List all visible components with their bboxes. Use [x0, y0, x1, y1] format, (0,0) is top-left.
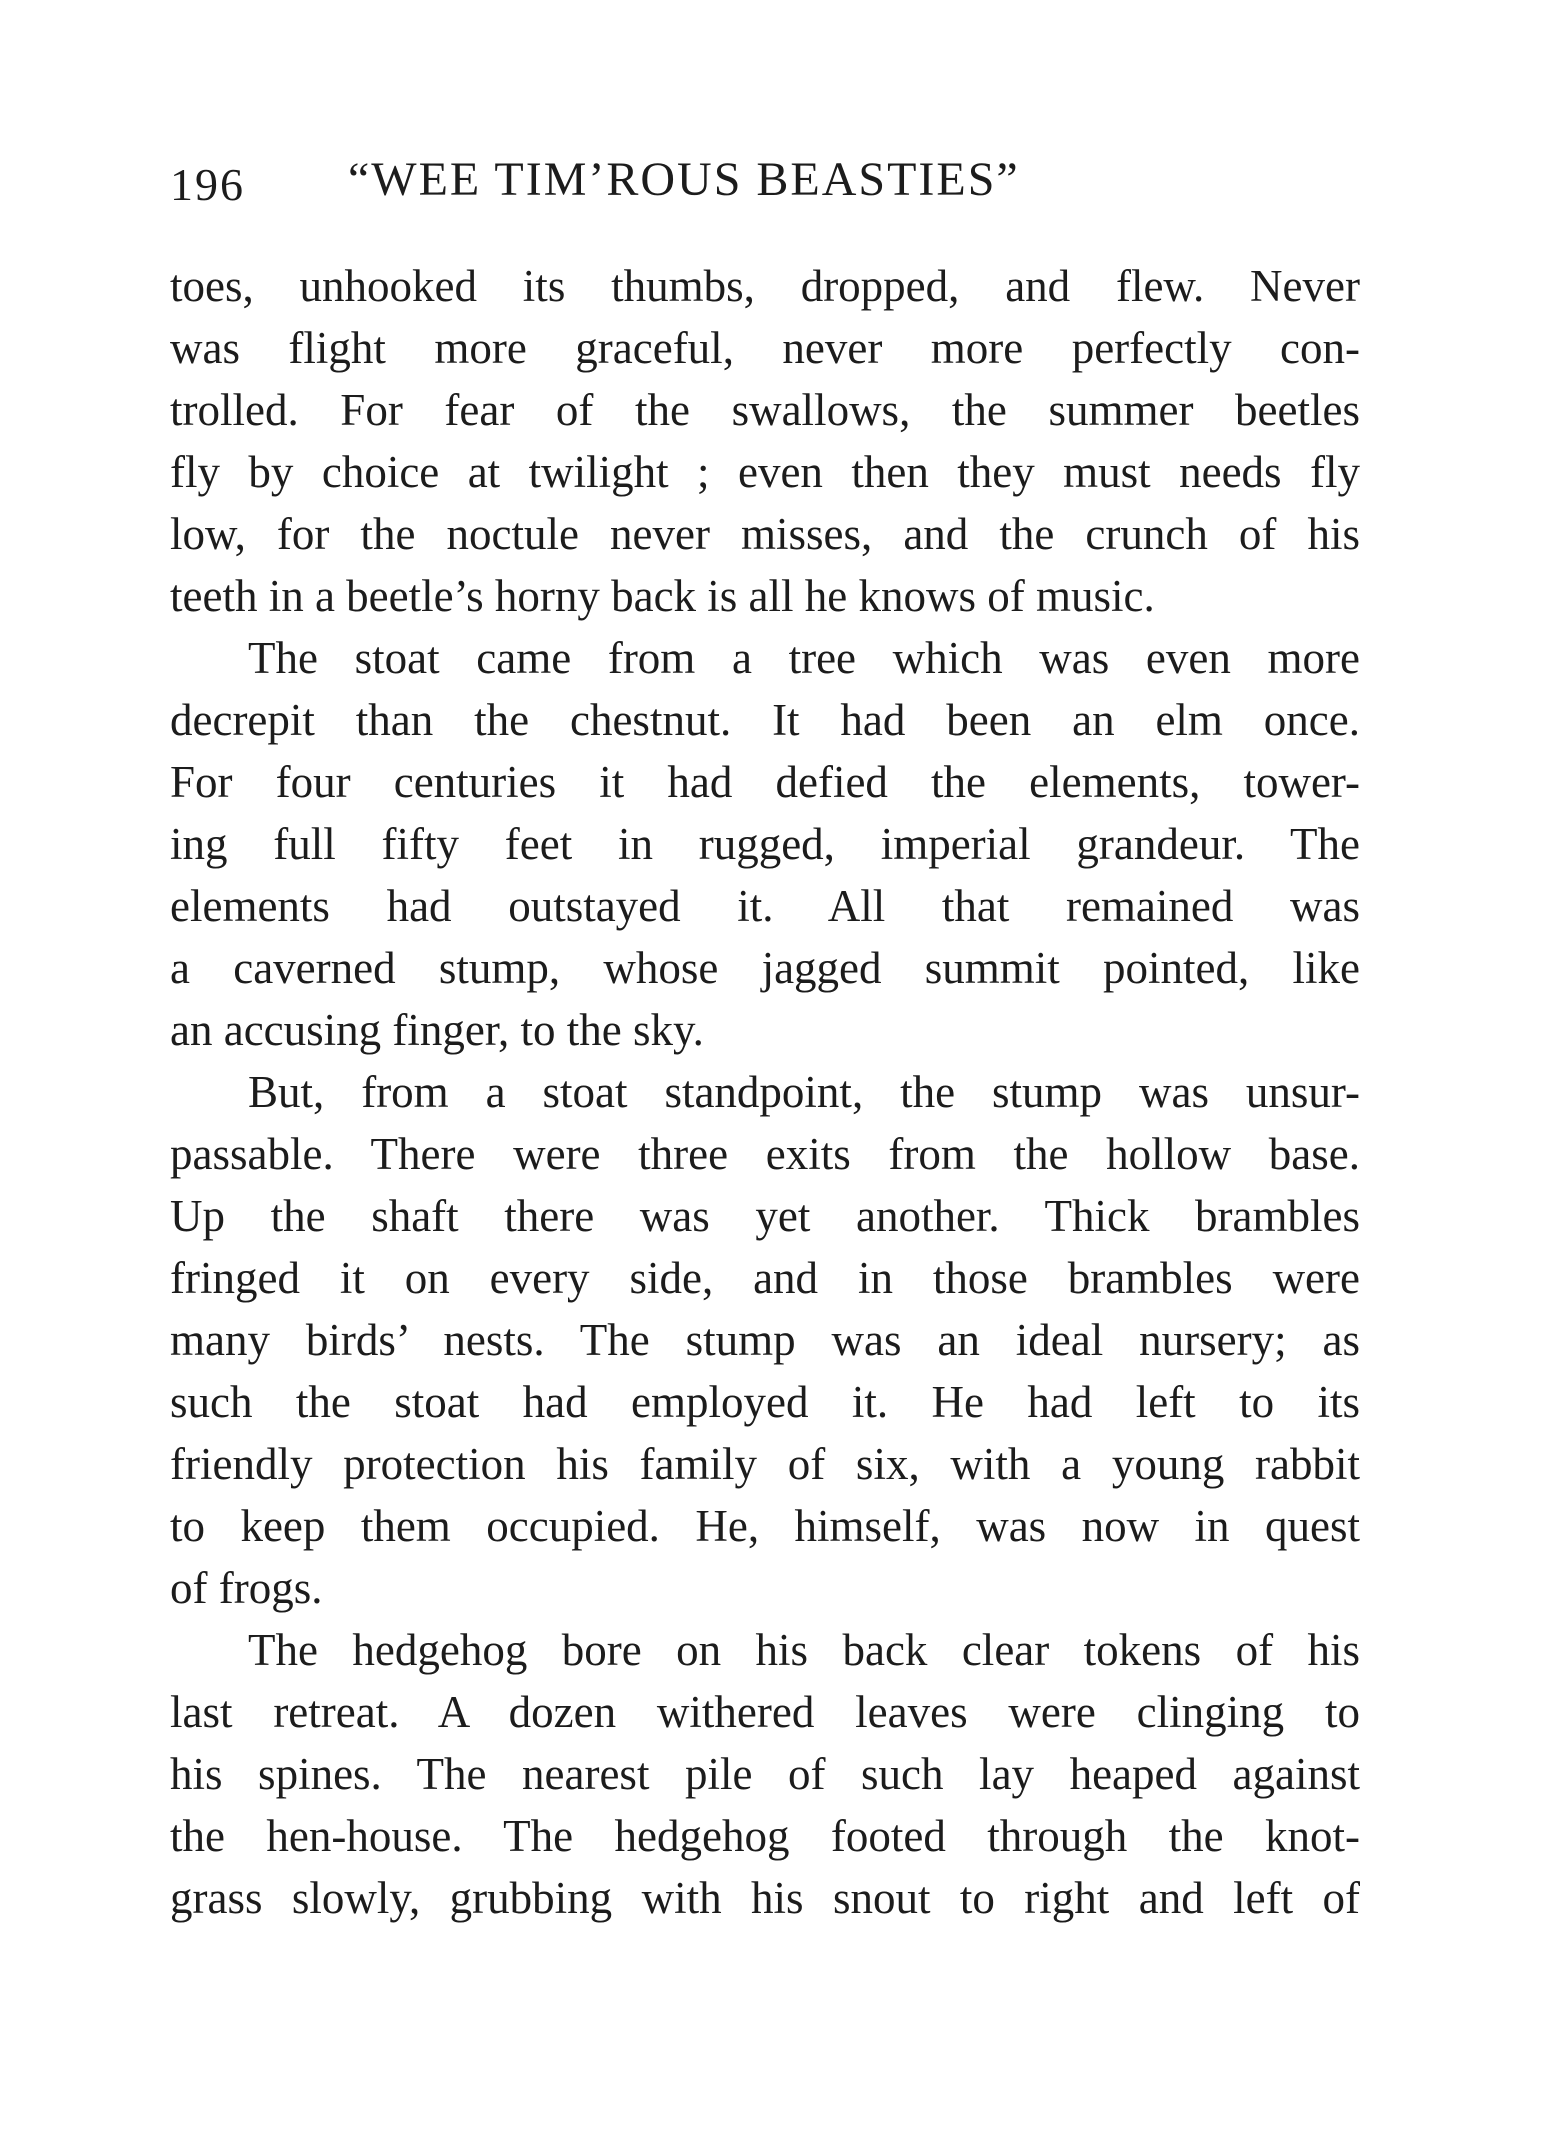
text-line: grass slowly, grubbing with his snout to right and left of [170, 1873, 1360, 1923]
text-line: such the stoat had employed it. He had left to its [170, 1377, 1360, 1427]
text-line: decrepit than the chestnut. It had been an elm once. [170, 695, 1360, 745]
text-line: For four centuries it had defied the elements, tower- [170, 757, 1360, 807]
text-line: trolled. For fear of the swallows, the summer beetles [170, 385, 1360, 435]
text-line: many birds’ nests. The stump was an ideal nursery; as [170, 1315, 1360, 1365]
text-line: fringed it on every side, and in those brambles were [170, 1253, 1360, 1303]
text-line: was flight more graceful, never more perfectly con- [170, 323, 1360, 373]
text-line: friendly protection his family of six, with a young rabbit [170, 1439, 1360, 1489]
paragraph-start-line: But, from a stoat standpoint, the stump was unsur- [248, 1067, 1360, 1117]
text-line: passable. There were three exits from the hollow base. [170, 1129, 1360, 1179]
text-line: a caverned stump, whose jagged summit pointed, like [170, 943, 1360, 993]
text-line: Up the shaft there was yet another. Thick brambles [170, 1191, 1360, 1241]
text-line: elements had outstayed it. All that remained was [170, 881, 1360, 931]
running-title: “WEE TIM’ROUS BEASTIES” [348, 153, 1020, 206]
text-line: teeth in a beetle’s horny back is all he knows of music. [170, 571, 1155, 621]
page-number: 196 [170, 159, 245, 210]
text-line: his spines. The nearest pile of such lay heaped against [170, 1749, 1360, 1799]
text-line: an accusing finger, to the sky. [170, 1005, 704, 1055]
text-line: fly by choice at twilight ; even then they must needs fly [170, 447, 1360, 497]
text-line: ing full fifty feet in rugged, imperial grandeur. The [170, 819, 1360, 869]
running-header [170, 152, 1370, 222]
text-line: the hen-house. The hedgehog footed through the knot- [170, 1811, 1360, 1861]
text-line: toes, unhooked its thumbs, dropped, and flew. Never [170, 261, 1360, 311]
text-line: last retreat. A dozen withered leaves were clinging to [170, 1687, 1360, 1737]
text-line: of frogs. [170, 1563, 323, 1613]
paragraph-start-line: The stoat came from a tree which was even more [248, 633, 1360, 683]
text-line: to keep them occupied. He, himself, was now in quest [170, 1501, 1360, 1551]
paragraph-start-line: The hedgehog bore on his back clear tokens of his [248, 1625, 1360, 1675]
text-line: low, for the noctule never misses, and the crunch of his [170, 509, 1360, 559]
body-text [170, 255, 1360, 1929]
